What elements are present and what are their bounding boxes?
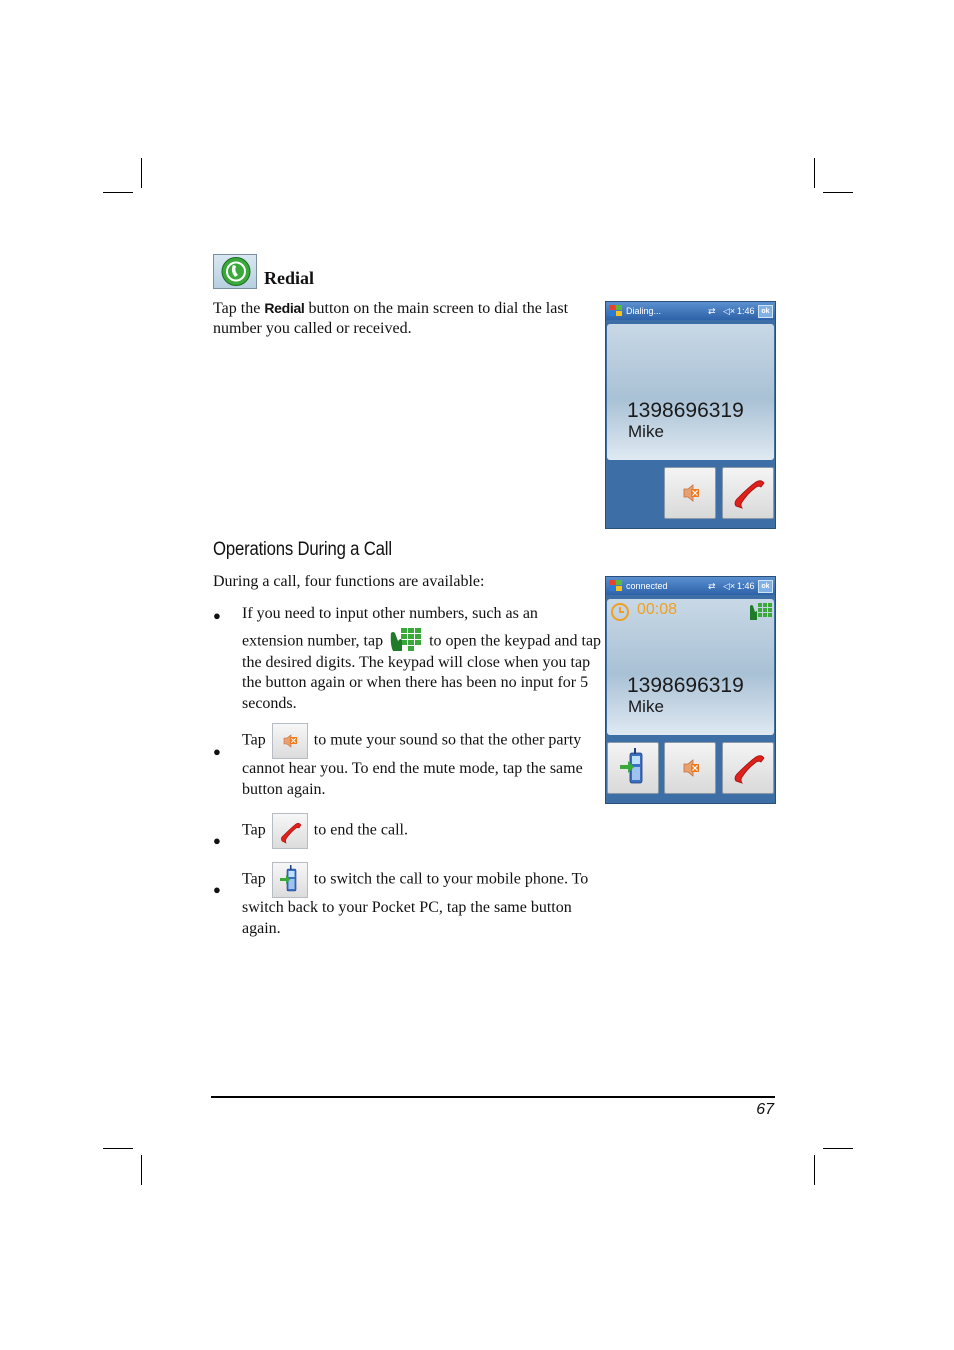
connectivity-icon[interactable]: ⇄ (708, 306, 716, 316)
bullet-marker: ● (213, 744, 221, 759)
screen-title: Dialing... (626, 306, 662, 316)
clock-icon (610, 602, 630, 622)
call-timer: 00:08 (637, 601, 678, 618)
mute-speaker-icon (272, 723, 308, 759)
list-item-switch-phone: Tap to switch the call to your mobile phone. To switch back to your Pocket PC, tap the same button again. (242, 862, 602, 939)
clock[interactable]: 1:46 (737, 581, 755, 591)
section-heading-operations: Operations During a Call (213, 539, 392, 560)
switch-to-phone-icon (272, 862, 308, 898)
end-call-icon (723, 743, 773, 793)
page-number: 67 (756, 1101, 774, 1118)
end-call-button[interactable] (722, 467, 774, 519)
mute-speaker-icon (665, 743, 715, 793)
redial-phone-icon (213, 254, 257, 289)
phone-number: 1398696319 (627, 399, 744, 422)
ok-button[interactable]: ok (758, 580, 773, 593)
switch-to-phone-button[interactable] (607, 742, 659, 794)
caller-name: Mike (628, 697, 664, 716)
windows-start-icon[interactable] (609, 305, 623, 317)
mute-button[interactable] (664, 742, 716, 794)
bullet-marker: ● (213, 833, 221, 848)
end-call-button[interactable] (722, 742, 774, 794)
keypad-button[interactable] (749, 601, 773, 621)
crop-mark (141, 158, 142, 188)
bullet-marker: ● (213, 882, 221, 897)
title-bar (606, 577, 775, 595)
bullet-marker: ● (213, 608, 221, 623)
keypad-icon (749, 601, 773, 621)
volume-muted-icon[interactable]: ◁× (723, 306, 736, 316)
volume-muted-icon[interactable]: ◁× (723, 581, 736, 591)
caller-name: Mike (628, 422, 664, 441)
crop-mark (823, 192, 853, 193)
operations-intro: During a call, four functions are available: (213, 573, 485, 590)
caller-panel (607, 599, 774, 735)
crop-mark (103, 192, 133, 193)
footer-rule (211, 1096, 775, 1098)
mute-button[interactable] (664, 467, 716, 519)
clock[interactable]: 1:46 (737, 306, 755, 316)
redial-button-word: Redial (264, 300, 305, 316)
end-call-icon (723, 468, 773, 518)
list-item-mute: Tap to mute your sound so that the other party cannot hear you. To end the mute mode, tap the same button again. (242, 723, 602, 800)
dialing-screen (605, 301, 776, 529)
phone-number: 1398696319 (627, 674, 744, 697)
redial-paragraph: Tap the Redial button on the main screen to dial the last number you called or received. (213, 300, 569, 337)
list-item-keypad: If you need to input other numbers, such as an extension number, tap to open the keypad and tap the desired digits. The keypad will close when you tap the button again or when there has been no input for 5 seconds. (242, 605, 602, 712)
crop-mark (141, 1155, 142, 1185)
mute-speaker-icon (665, 468, 715, 518)
list-item-end-call: Tap to end the call. (242, 813, 602, 849)
connectivity-icon[interactable]: ⇄ (708, 581, 716, 591)
end-call-icon (272, 813, 308, 849)
connected-screen (605, 576, 776, 804)
title-bar (606, 302, 775, 320)
crop-mark (814, 158, 815, 188)
ok-button[interactable]: ok (758, 305, 773, 318)
switch-to-phone-icon (608, 743, 658, 793)
windows-start-icon[interactable] (609, 580, 623, 592)
section-heading-redial: Redial (264, 268, 315, 288)
crop-mark (103, 1148, 133, 1149)
keypad-icon (389, 625, 423, 653)
caller-panel (607, 324, 774, 460)
crop-mark (823, 1148, 853, 1149)
screen-title: connected (626, 581, 668, 591)
crop-mark (814, 1155, 815, 1185)
